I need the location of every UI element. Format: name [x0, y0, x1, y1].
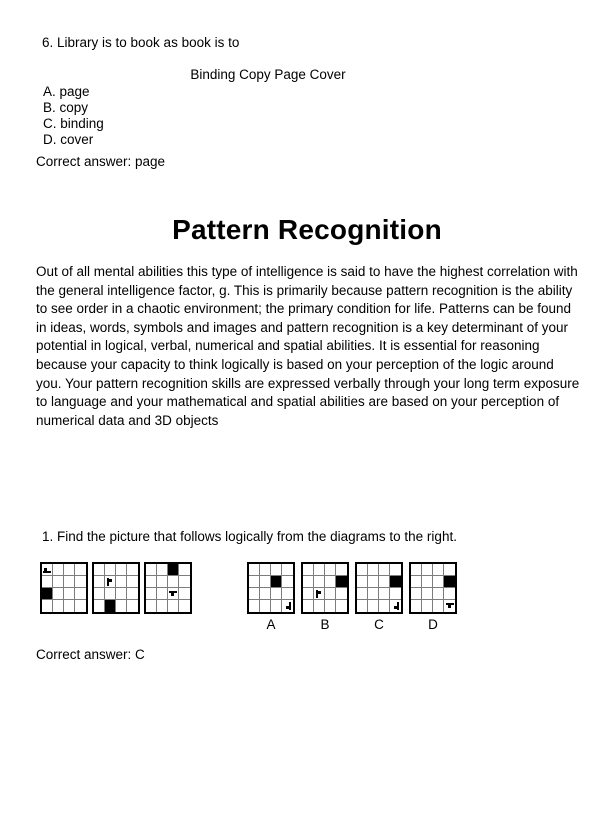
empty-cell — [411, 576, 422, 588]
empty-cell — [271, 564, 282, 576]
filled-cell — [336, 576, 347, 588]
option-item-b: B. copy — [43, 100, 89, 115]
empty-cell — [94, 576, 105, 588]
empty-cell — [64, 588, 75, 600]
glyph-cell — [105, 576, 116, 588]
empty-cell — [422, 588, 433, 600]
option-grid-b — [301, 562, 349, 614]
filled-cell — [168, 564, 179, 576]
option-grid-d — [409, 562, 457, 614]
empty-cell — [444, 588, 455, 600]
glyph-cell — [314, 588, 325, 600]
flag-left-icon — [392, 602, 400, 610]
empty-cell — [379, 564, 390, 576]
flag-right-icon — [315, 590, 323, 598]
empty-cell — [271, 600, 282, 612]
question1-answer: Correct answer: C — [36, 647, 145, 662]
empty-cell — [411, 588, 422, 600]
empty-cell — [64, 576, 75, 588]
empty-cell — [94, 588, 105, 600]
empty-cell — [105, 588, 116, 600]
filled-cell — [42, 588, 53, 600]
empty-cell — [249, 576, 260, 588]
filled-cell — [105, 600, 116, 612]
option-label-b: B — [320, 617, 330, 632]
empty-cell — [422, 576, 433, 588]
glyph-cell — [42, 564, 53, 576]
empty-cell — [260, 564, 271, 576]
filled-cell — [444, 576, 455, 588]
empty-cell — [105, 564, 116, 576]
option-label-a: A — [266, 617, 276, 632]
flag-down-icon — [169, 590, 177, 598]
empty-cell — [282, 588, 293, 600]
empty-cell — [53, 564, 64, 576]
empty-cell — [303, 600, 314, 612]
empty-cell — [357, 576, 368, 588]
empty-cell — [168, 576, 179, 588]
empty-cell — [179, 600, 190, 612]
empty-cell — [433, 564, 444, 576]
empty-cell — [325, 576, 336, 588]
empty-cell — [379, 576, 390, 588]
empty-cell — [314, 576, 325, 588]
empty-cell — [75, 564, 86, 576]
empty-cell — [75, 576, 86, 588]
question6-option-list — [43, 84, 104, 148]
empty-cell — [422, 564, 433, 576]
empty-cell — [64, 600, 75, 612]
empty-cell — [357, 588, 368, 600]
empty-cell — [444, 564, 455, 576]
empty-cell — [357, 564, 368, 576]
puzzle-grids-row — [40, 562, 457, 632]
glyph-cell — [168, 588, 179, 600]
empty-cell — [314, 600, 325, 612]
empty-cell — [325, 588, 336, 600]
empty-cell — [179, 588, 190, 600]
empty-cell — [127, 564, 138, 576]
empty-cell — [116, 588, 127, 600]
option-item-a: A. page — [43, 84, 90, 99]
flag-down-icon — [446, 602, 454, 610]
sequence-grid-2 — [92, 562, 140, 614]
empty-cell — [368, 588, 379, 600]
empty-cell — [325, 600, 336, 612]
empty-cell — [390, 588, 401, 600]
glyph-cell — [390, 600, 401, 612]
empty-cell — [179, 564, 190, 576]
question6-answer: Correct answer: page — [36, 154, 166, 169]
empty-cell — [249, 588, 260, 600]
filled-cell — [390, 576, 401, 588]
empty-cell — [260, 588, 271, 600]
empty-cell — [53, 576, 64, 588]
empty-cell — [282, 576, 293, 588]
filled-cell — [271, 576, 282, 588]
empty-cell — [336, 588, 347, 600]
empty-cell — [379, 588, 390, 600]
empty-cell — [127, 588, 138, 600]
empty-cell — [94, 564, 105, 576]
empty-cell — [433, 576, 444, 588]
flag-left-icon — [284, 602, 292, 610]
empty-cell — [53, 588, 64, 600]
question1-prompt: 1. Find the picture that follows logically from the diagrams to the right. — [42, 529, 457, 544]
question6-stimulus: Binding Copy Page Cover — [190, 67, 346, 82]
empty-cell — [336, 600, 347, 612]
glyph-cell — [444, 600, 455, 612]
empty-cell — [64, 564, 75, 576]
sequence-grids — [40, 562, 192, 614]
empty-cell — [422, 600, 433, 612]
empty-cell — [260, 600, 271, 612]
empty-cell — [157, 576, 168, 588]
empty-cell — [303, 588, 314, 600]
option-label-c: C — [374, 617, 384, 632]
empty-cell — [368, 576, 379, 588]
empty-cell — [146, 588, 157, 600]
empty-cell — [157, 564, 168, 576]
empty-cell — [368, 600, 379, 612]
empty-cell — [75, 600, 86, 612]
empty-cell — [168, 600, 179, 612]
empty-cell — [179, 576, 190, 588]
empty-cell — [271, 588, 282, 600]
empty-cell — [325, 564, 336, 576]
empty-cell — [357, 600, 368, 612]
flag-up-icon — [43, 566, 51, 574]
empty-cell — [303, 576, 314, 588]
empty-cell — [116, 564, 127, 576]
flag-right-icon — [106, 578, 114, 586]
empty-cell — [249, 564, 260, 576]
empty-cell — [260, 576, 271, 588]
section-paragraph: Out of all mental abilities this type of intelligence is said to have the highest correlation with the general intelligence factor, g. This is primarily because pattern recognition is the ability to see order in a chaotic environment; the primary condition for life. Patterns can be found in ideas, words, symbols and images and pattern recognition is a key determinant of your potential in logical, verbal, numerical and spatial abilities. It is essential for reasoning because your capacity to think logically is based on your perception of the logic around you. Your pattern recognition skills are expressed verbally through your long term exposure to language and your mathematical and spatial abilities are based on your perception of numerical data and 3D objects — [36, 264, 580, 428]
empty-cell — [146, 564, 157, 576]
empty-cell — [42, 576, 53, 588]
empty-cell — [127, 576, 138, 588]
question6-prompt: 6. Library is to book as book is to — [42, 35, 240, 50]
sequence-grid-3 — [144, 562, 192, 614]
empty-cell — [411, 600, 422, 612]
empty-cell — [146, 576, 157, 588]
empty-cell — [116, 600, 127, 612]
empty-cell — [53, 600, 64, 612]
empty-cell — [433, 588, 444, 600]
empty-cell — [157, 588, 168, 600]
empty-cell — [336, 564, 347, 576]
empty-cell — [42, 600, 53, 612]
glyph-cell — [282, 600, 293, 612]
empty-cell — [282, 564, 293, 576]
option-column-a — [247, 562, 295, 632]
option-grids — [247, 562, 457, 632]
empty-cell — [127, 600, 138, 612]
section-title: Pattern Recognition — [172, 214, 442, 245]
empty-cell — [249, 600, 260, 612]
empty-cell — [411, 564, 422, 576]
empty-cell — [75, 588, 86, 600]
empty-cell — [116, 576, 127, 588]
option-column-c — [355, 562, 403, 632]
empty-cell — [146, 600, 157, 612]
empty-cell — [390, 564, 401, 576]
empty-cell — [314, 564, 325, 576]
empty-cell — [157, 600, 168, 612]
empty-cell — [303, 564, 314, 576]
empty-cell — [433, 600, 444, 612]
empty-cell — [94, 600, 105, 612]
option-column-b — [301, 562, 349, 632]
empty-cell — [379, 600, 390, 612]
option-item-c: C. binding — [43, 116, 104, 131]
option-label-d: D — [428, 617, 438, 632]
option-column-d — [409, 562, 457, 632]
option-item-d: D. cover — [43, 132, 94, 147]
option-grid-a — [247, 562, 295, 614]
empty-cell — [368, 564, 379, 576]
option-grid-c — [355, 562, 403, 614]
sequence-grid-1 — [40, 562, 88, 614]
